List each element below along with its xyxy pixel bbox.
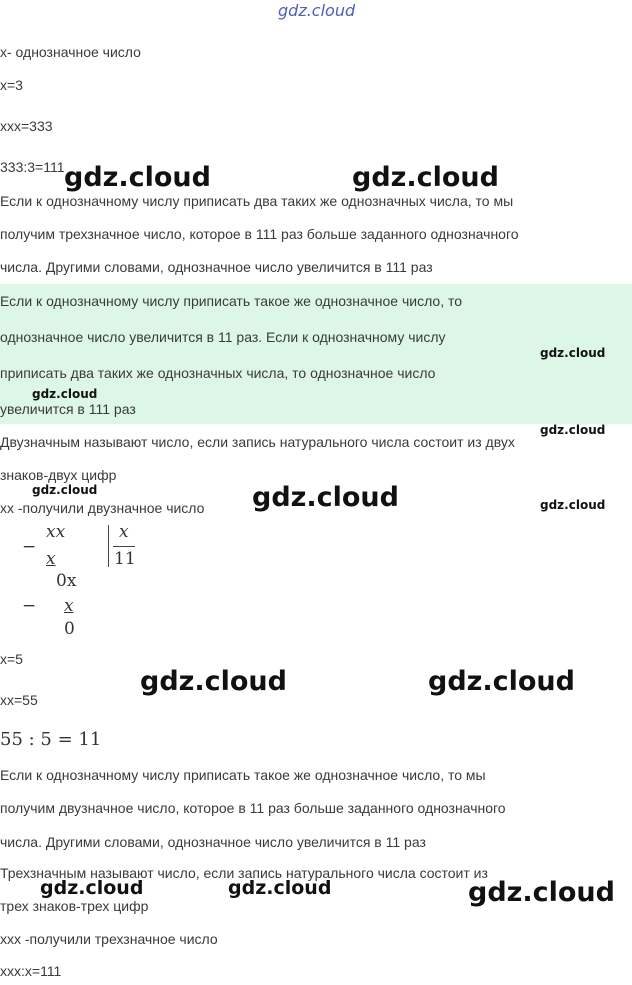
division-remainder: 0x bbox=[56, 571, 77, 591]
text-line: трех знаков-трех цифр bbox=[0, 898, 149, 914]
division-dividend: xx bbox=[46, 522, 66, 542]
watermark: gdz.cloud bbox=[252, 482, 399, 513]
watermark: gdz.cloud bbox=[428, 666, 575, 697]
text-line: xxx=333 bbox=[0, 118, 53, 134]
text-line: Двузначным называют число, если запись натурального числа состоит из двух bbox=[0, 434, 515, 450]
text-line: увеличится в 111 раз bbox=[0, 401, 136, 417]
text-line: xxx:x=111 bbox=[0, 963, 62, 979]
text-line: получим двузначное число, которое в 11 раз больше заданного однозначного bbox=[0, 800, 506, 816]
watermark: gdz.cloud bbox=[40, 877, 144, 899]
division-quotient: 11 bbox=[114, 549, 136, 569]
division-divisor: x bbox=[119, 522, 129, 542]
text-line: xxx -получили трехзначное число bbox=[0, 931, 218, 947]
text-line: xx=55 bbox=[0, 692, 38, 708]
watermark-top: gdz.cloud bbox=[278, 1, 356, 20]
division-fraction-bar bbox=[113, 546, 135, 547]
watermark: gdz.cloud bbox=[32, 387, 98, 401]
text-line: Если к однозначному числу приписать такое же однозначное число, то мы bbox=[0, 767, 486, 783]
text-line: однозначное число увеличится в 11 раз. Если к однозначному числу bbox=[0, 329, 446, 345]
text-line: числа. Другими словами, однозначное число увеличится в 111 раз bbox=[0, 259, 433, 275]
text-line: x=3 bbox=[0, 77, 23, 93]
text-line: знаков-двух цифр bbox=[0, 467, 117, 483]
division-minus: − bbox=[22, 537, 37, 557]
watermark: gdz.cloud bbox=[468, 877, 615, 908]
watermark: gdz.cloud bbox=[140, 666, 287, 697]
text-line: приписать два таких же однозначных числа, то однозначное число bbox=[0, 365, 436, 381]
watermark: gdz.cloud bbox=[540, 346, 606, 360]
text-line: Трехзначным называют число, если запись натурального числа состоит из bbox=[0, 865, 488, 881]
text-line: Если к однозначному числу приписать такое же однозначное число, то bbox=[0, 293, 463, 309]
division-subtrahend: x bbox=[46, 549, 56, 569]
text-line: получим трехзначное число, которое в 111 раз больше заданного однозначного bbox=[0, 226, 519, 242]
watermark: gdz.cloud bbox=[540, 423, 606, 437]
division-subtrahend: x bbox=[64, 596, 74, 616]
text-line: x=5 bbox=[0, 651, 23, 667]
text-line: xx -получили двузначное число bbox=[0, 500, 205, 516]
watermark: gdz.cloud bbox=[352, 162, 499, 193]
text-line: числа. Другими словами, однозначное число увеличится в 11 раз bbox=[0, 834, 426, 850]
watermark: gdz.cloud bbox=[64, 162, 211, 193]
text-line: x- однозначное число bbox=[0, 44, 141, 60]
watermark: gdz.cloud bbox=[540, 498, 606, 512]
division-minus: − bbox=[22, 596, 37, 616]
text-line: Если к однозначному числу приписать два таких же однозначных числа, то мы bbox=[0, 193, 514, 209]
division-remainder: 0 bbox=[64, 619, 75, 639]
watermark: gdz.cloud bbox=[32, 483, 98, 497]
division-bar bbox=[108, 525, 109, 567]
equation: 55 : 5 = 11 bbox=[0, 729, 102, 750]
text-line: 333:3=111 bbox=[0, 159, 65, 175]
watermark: gdz.cloud bbox=[228, 877, 332, 899]
